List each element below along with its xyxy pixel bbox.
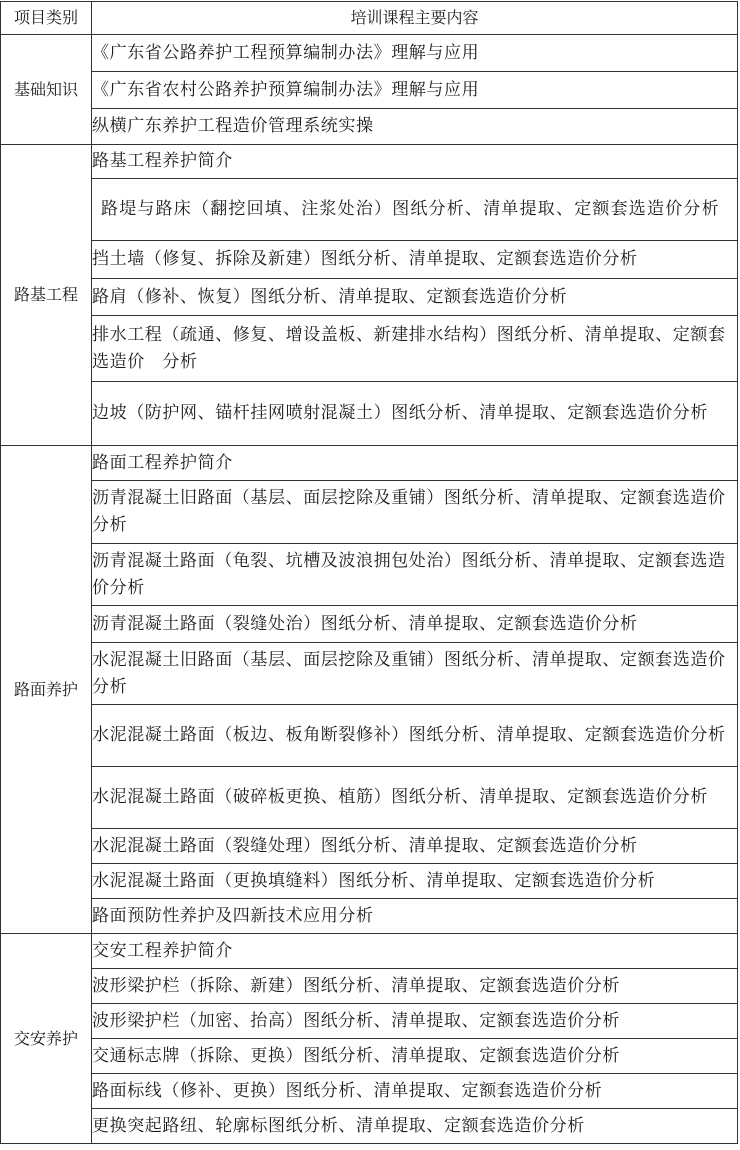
course-item: 波形梁护栏（加密、抬高）图纸分析、清单提取、定额套选造价分析: [92, 1004, 738, 1039]
header-category: 项目类别: [1, 2, 92, 35]
table-row: [1, 382, 738, 446]
table-row: [1, 829, 738, 864]
table-row: [1, 35, 738, 72]
table-row: [1, 606, 738, 643]
table-row: [1, 1039, 738, 1074]
course-item: 波形梁护栏（拆除、新建）图纸分析、清单提取、定额套选造价分析: [92, 969, 738, 1004]
category-subgrade-engineering: 路基工程: [1, 145, 92, 446]
table-row: [1, 643, 738, 705]
course-item: 路基工程养护简介: [92, 145, 738, 179]
table-header-row: [1, 2, 738, 35]
course-item: 排水工程（疏通、修复、增设盖板、新建排水结构）图纸分析、清单提取、定额套选造价 分析: [92, 316, 738, 382]
table-row: [1, 1004, 738, 1039]
table-row: [1, 969, 738, 1004]
course-item: 水泥混凝土路面（板边、板角断裂修补）图纸分析、清单提取、定额套选造价分析: [92, 705, 738, 767]
table-row: [1, 446, 738, 481]
course-item: 路面工程养护简介: [92, 446, 738, 481]
course-item: 水泥混凝土路面（破碎板更换、植筋）图纸分析、清单提取、定额套选造价分析: [92, 767, 738, 829]
course-item: 水泥混凝土路面（更换填缝料）图纸分析、清单提取、定额套选造价分析: [92, 864, 738, 899]
course-item: 更换突起路纽、轮廓标图纸分析、清单提取、定额套选造价分析: [92, 1109, 738, 1144]
course-item: 路面标线（修补、更换）图纸分析、清单提取、定额套选造价分析: [92, 1074, 738, 1109]
course-item: 沥青混凝土路面（裂缝处治）图纸分析、清单提取、定额套选造价分析: [92, 606, 738, 643]
category-traffic-safety-maintenance: 交安养护: [1, 934, 92, 1144]
course-item: 《广东省农村公路养护预算编制办法》理解与应用: [92, 72, 738, 109]
course-item: 挡土墙（修复、拆除及新建）图纸分析、清单提取、定额套选造价分析: [92, 241, 738, 279]
course-item: 沥青混凝土路面（龟裂、坑槽及波浪拥包处治）图纸分析、清单提取、定额套选造价分析: [92, 544, 738, 606]
table-row: [1, 316, 738, 382]
table-row: [1, 1074, 738, 1109]
table-row: [1, 705, 738, 767]
table-row: [1, 279, 738, 316]
course-item: 纵横广东养护工程造价管理系统实操: [92, 109, 738, 145]
header-content: 培训课程主要内容: [92, 2, 738, 35]
table-row: [1, 899, 738, 934]
course-item: 《广东省公路养护工程预算编制办法》理解与应用: [92, 35, 738, 72]
table-row: [1, 481, 738, 544]
course-item: 路面预防性养护及四新技术应用分析: [92, 899, 738, 934]
table-row: [1, 767, 738, 829]
course-item: 沥青混凝土旧路面（基层、面层挖除及重铺）图纸分析、清单提取、定额套选造价分析: [92, 481, 738, 544]
table-row: [1, 241, 738, 279]
table-row: [1, 145, 738, 179]
course-item: 路肩（修补、恢复）图纸分析、清单提取、定额套选造价分析: [92, 279, 738, 316]
category-pavement-maintenance: 路面养护: [1, 446, 92, 934]
course-item: 边坡（防护网、锚杆挂网喷射混凝土）图纸分析、清单提取、定额套选造价分析: [92, 382, 738, 446]
table-row: [1, 109, 738, 145]
course-item: 水泥混凝土路面（裂缝处理）图纸分析、清单提取、定额套选造价分析: [92, 829, 738, 864]
table-row: [1, 1109, 738, 1144]
table-row: [1, 544, 738, 606]
training-course-table: [0, 1, 738, 1144]
category-basic-knowledge: 基础知识: [1, 35, 92, 145]
course-item: 交通标志牌（拆除、更换）图纸分析、清单提取、定额套选造价分析: [92, 1039, 738, 1074]
table-row: [1, 179, 738, 241]
course-item: 路堤与路床（翻挖回填、注浆处治）图纸分析、清单提取、定额套选造价分析: [92, 179, 738, 241]
table-row: [1, 864, 738, 899]
table-row: [1, 72, 738, 109]
table-row: [1, 934, 738, 969]
course-item: 水泥混凝土旧路面（基层、面层挖除及重铺）图纸分析、清单提取、定额套选造价分析: [92, 643, 738, 705]
course-item: 交安工程养护简介: [92, 934, 738, 969]
